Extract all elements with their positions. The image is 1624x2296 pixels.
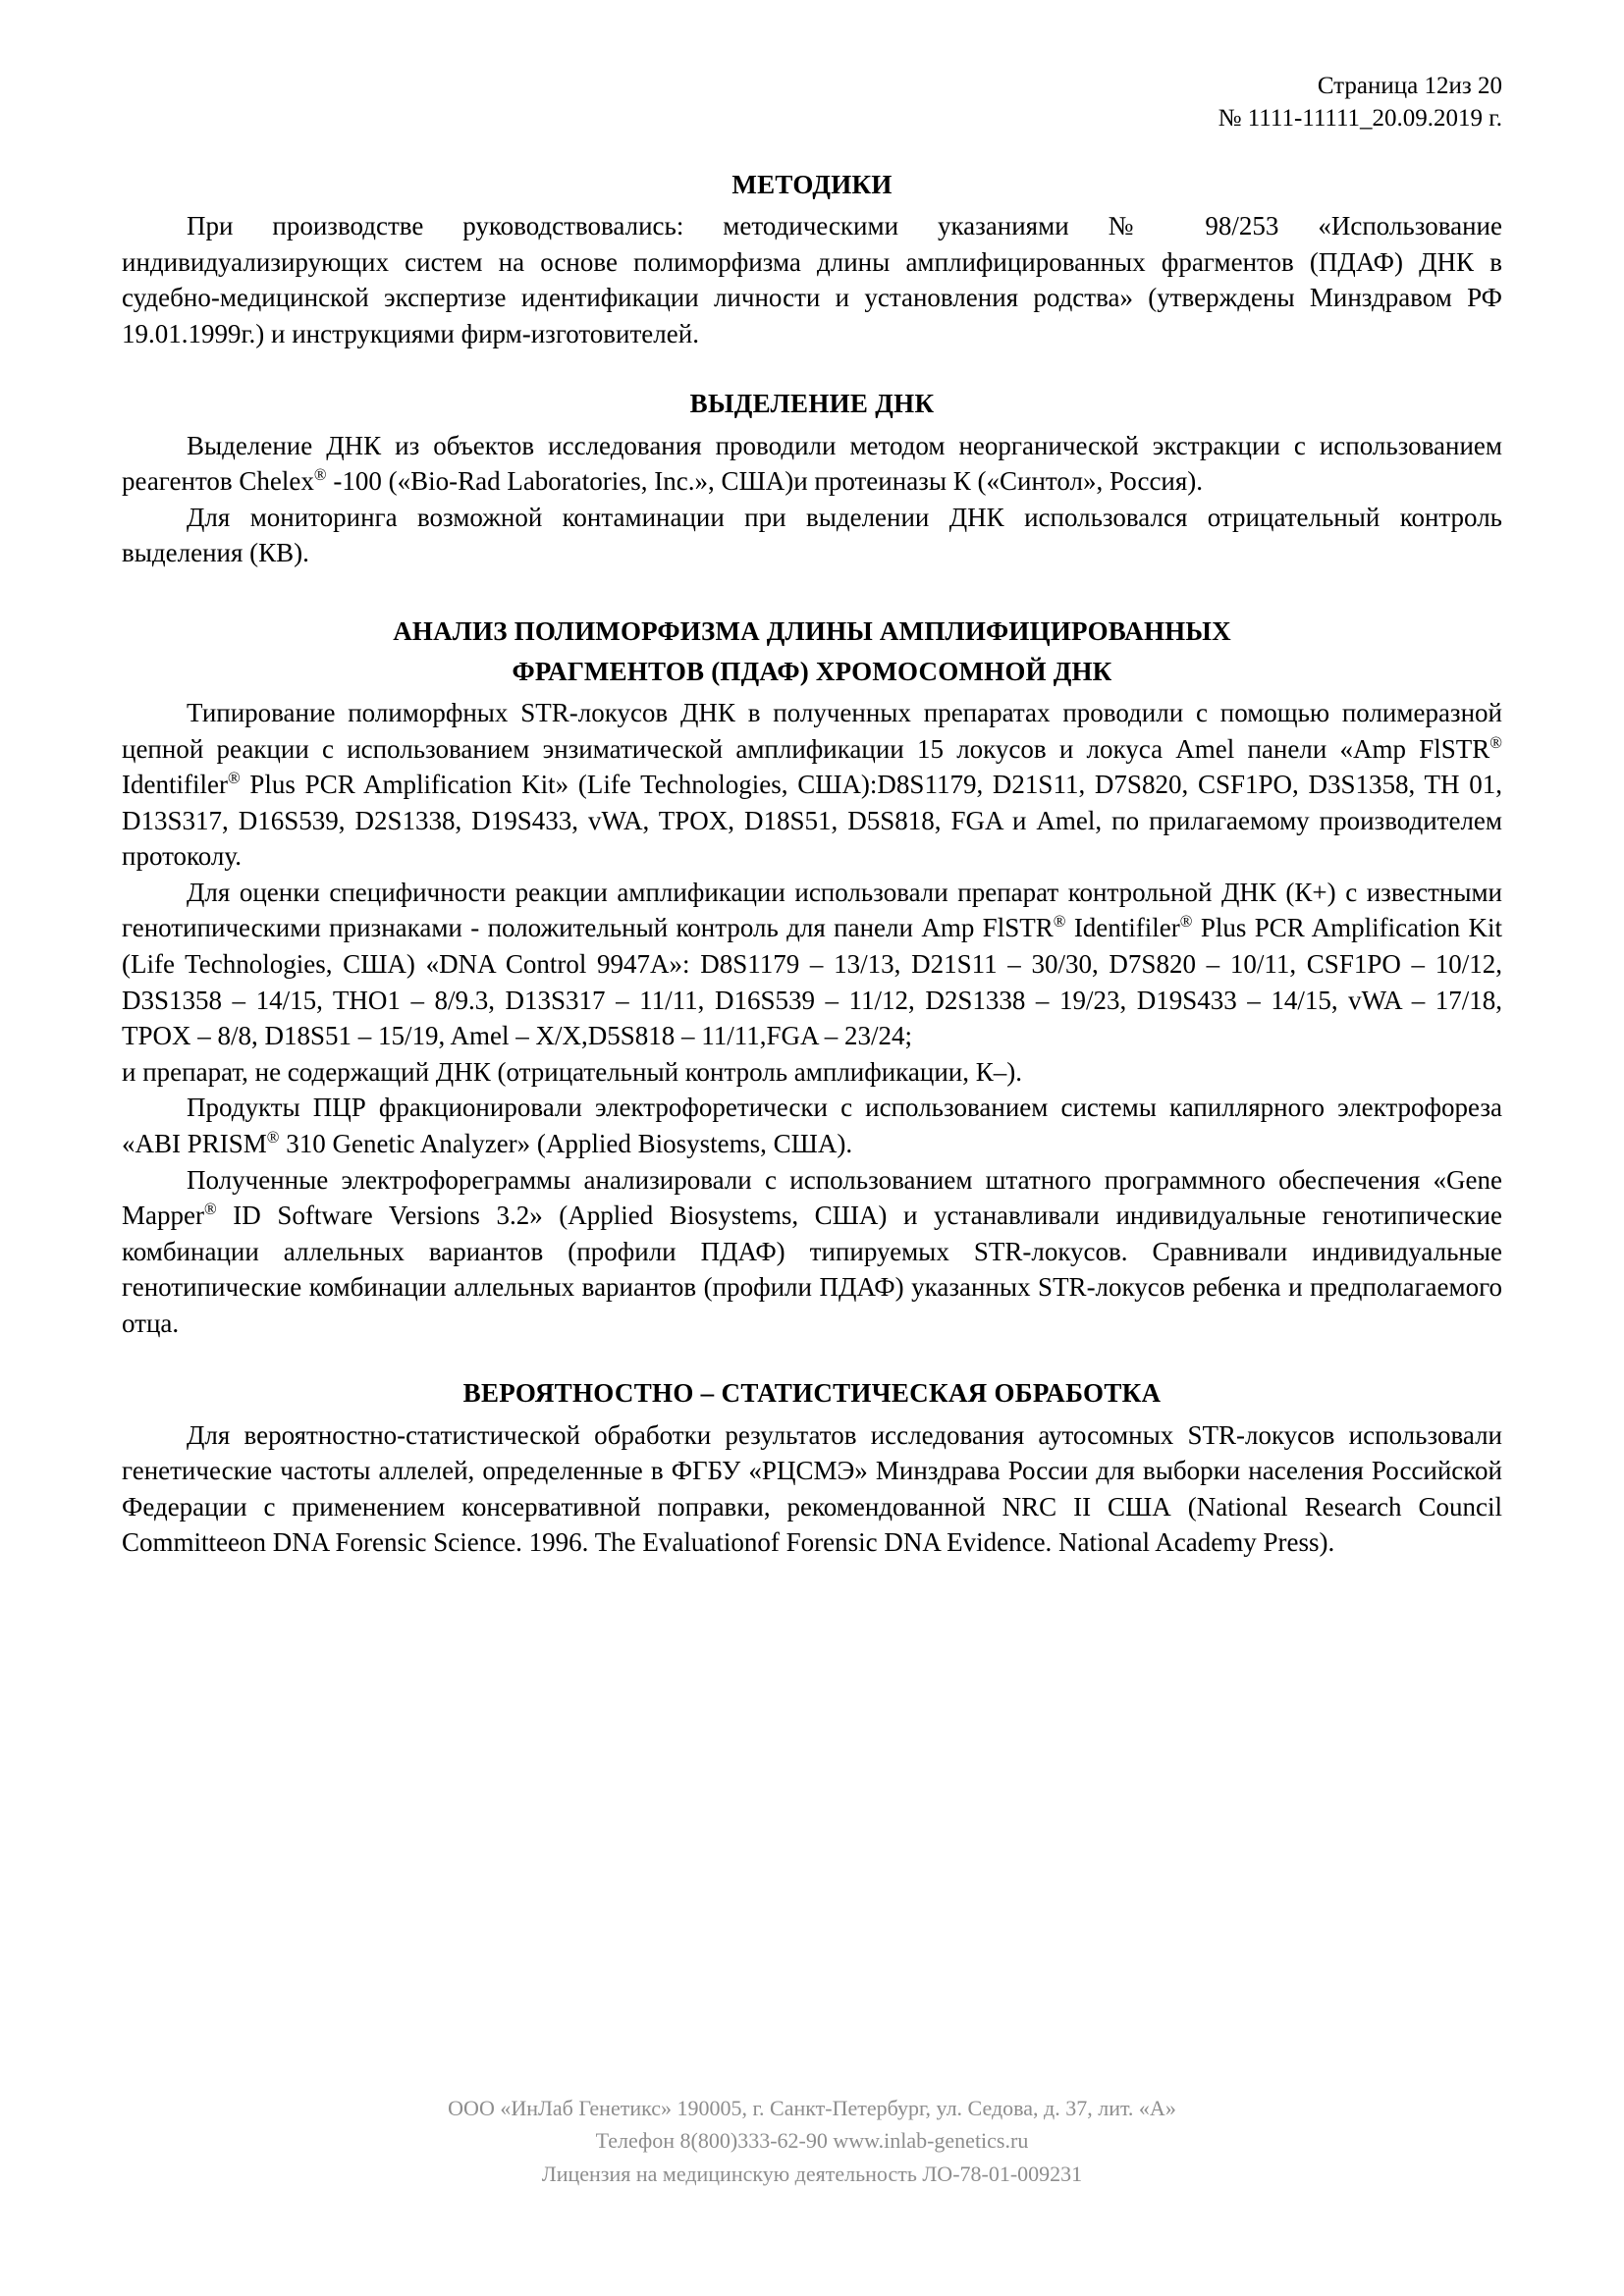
text-run: 310 Genetic Analyzer» (Applied Biosystems, США). [279, 1128, 853, 1158]
page-footer [0, 2092, 1624, 2190]
registered-mark: ® [313, 465, 327, 485]
paragraph-statistics: Для вероятностно-статистической обработки результатов исследования аутосомных STR-локусов использовали генетические частоты аллелей, определенные в ФГБУ «РЦСМЭ» Минздрава России для выборки населения Российской Федерации с применением консервативной поправки, рекомендованной NRC II США (National Research Council Committeeon DNA Forensic Science. 1996. The Evaluationof Forensic DNA Evidence. National Academy Press). [122, 1419, 1502, 1558]
page-header [122, 71, 1502, 134]
text-run: Для оценки специфичности реакции амплификации использовали препарат контрольной ДНК (К+) с известными генотипическими признаками - положительный контроль для панели Amp FlSTR [122, 877, 1502, 943]
document-number-text: № 1111-11111_20.09.2019 г. [1218, 104, 1502, 132]
paragraph-dna-extraction-2: Для мониторинга возможной контаминации при выделении ДНК использовался отрицательный контроль выделения (КВ). [122, 502, 1502, 568]
paragraph-pdaf-3: и препарат, не содержащий ДНК (отрицательный контроль амплификации, К–). [122, 1056, 1022, 1087]
paragraph-dna-extraction-1 [122, 428, 1502, 500]
section-title-statistics: ВЕРОЯТНОСТНО – СТАТИСТИЧЕСКАЯ ОБРАБОТКА [462, 1378, 1162, 1409]
text-run: -100 («Bio-Rad Laboratories, Inc.», США)и протеиназы К («Синтол», Россия). [326, 466, 1204, 497]
text-run: ID Software Versions 3.2» (Applied Biosystems, США) и устанавливали индивидуальные генотипические комбинации аллельных вариантов (профили ПДАФ) типируемых STR-локусов. Сравнивали индивидуальные генотипические комбинации аллельных вариантов (профили ПДАФ) указанных STR-локусов ребенка и предполагаемого отца. [122, 1201, 1502, 1338]
paragraph-pdaf-4 [122, 1090, 1502, 1161]
spacer [122, 571, 1502, 614]
footer-address: ООО «ИнЛаб Генетикс» 190005, г. Санкт-Петербург, ул. Седова, д. 37, лит. «А» [448, 2095, 1176, 2120]
text-run: Выделение ДНК из объектов исследования проводили методом неорганической экстракции с использованием реагентов Chelex [122, 430, 1502, 497]
section-title-pdaf-line1: АНАЛИЗ ПОЛИМОРФИЗМА ДЛИНЫ АМПЛИФИЦИРОВАННЫХ [393, 615, 1231, 646]
page-number-text: Страница 12из 20 [1317, 73, 1502, 99]
section-title-pdaf-line2: ФРАГМЕНТОВ (ПДАФ) ХРОМОСОМНОЙ ДНК [512, 656, 1112, 686]
registered-mark: ® [1053, 912, 1066, 932]
text-run: Plus PCR Amplification Kit (Life Technologies, США) «DNA Control 9947A»: D8S1179 – 13/13, D21S11 – 30/30, D7S820 – 10/11, CSF1PO – 10/12, D3S1358 – 14/15, THO1 – 8/9.3, D13S317 – 11/11, D16S539 – 11/12, D2S1338 – 19/23, D19S433 – 14/15, vWA – 17/18, TPOX – 8/8, D18S51 – 15/19, Amel – X/X,D5S818 – 11/11,FGA – 23/24; [122, 913, 1502, 1051]
text-run: Продукты ПЦР фракционировали электрофоретически с использованием системы капиллярного электрофореза «ABI PRISM [122, 1093, 1502, 1158]
section-title-dna-extraction: ВЫДЕЛЕНИЕ ДНК [689, 389, 935, 419]
text-run: Полученные электрофореграммы анализировали с использованием штатного программного обеспечения «Gene Mapper [122, 1164, 1502, 1231]
registered-mark: ® [266, 1127, 280, 1147]
paragraph-methods: При производстве руководствовались: методическими указаниями № 98/253 «Использование индивидуализирующих систем на основе полиморфизма длины амплифицированных фрагментов (ПДАФ) ДНК в судебно-медицинской экспертизе идентификации личности и установления родства» (утверждены Минздравом РФ 19.01.1999г.) и инструкциями фирм-изготовителей. [122, 211, 1502, 348]
text-run: Plus PCR Amplification Kit» (Life Technologies, США):D8S1179, D21S11, D7S820, CSF1PO, D3S1358, TH 01, D13S317, D16S539, D2S1338, D19S433, vWA, TPOX, D18S51, D5S818, FGA и Amel, по прилагаемому производителем протоколу. [122, 770, 1502, 872]
registered-mark: ® [1179, 912, 1193, 932]
text-run: Типирование полиморфных STR-локусов ДНК в полученных препаратах проводили с помощью полимеразной цепной реакции с использованием энзиматической амплификации 15 локусов и локуса Amel панели «Amp FlSTR [122, 698, 1502, 764]
text-run: Identifiler [1065, 913, 1180, 943]
section-title-methods: МЕТОДИКИ [731, 170, 893, 199]
paragraph-pdaf-5 [122, 1162, 1502, 1342]
spacer [122, 351, 1502, 387]
spacer [122, 1341, 1502, 1376]
footer-contacts: Телефон 8(800)333-62-90 www.inlab-genetics.ru [595, 2128, 1029, 2154]
footer-license: Лицензия на медицинскую деятельность ЛО-78-01-009231 [541, 2161, 1083, 2186]
paragraph-pdaf-2 [122, 875, 1502, 1054]
registered-mark: ® [1489, 732, 1502, 752]
registered-mark: ® [203, 1200, 217, 1219]
text-run: Identifiler [122, 770, 228, 800]
paragraph-pdaf-1 [122, 695, 1502, 875]
registered-mark: ® [227, 769, 241, 788]
